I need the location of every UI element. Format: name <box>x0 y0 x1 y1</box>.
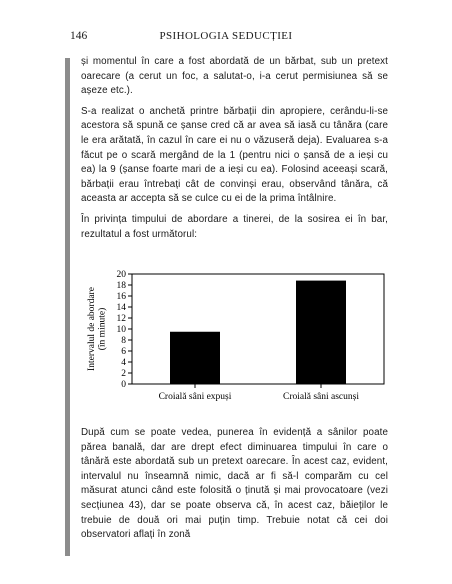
y-axis-label: Intervalul de abordare <box>87 287 97 371</box>
y-tick-label: 20 <box>116 270 126 281</box>
x-tick-label: Croială sâni ascunși <box>283 392 359 402</box>
running-header: PSIHOLOGIA SEDUCȚIEI <box>159 30 293 42</box>
y-tick-label: 8 <box>121 336 126 347</box>
y-tick-label: 4 <box>121 358 126 369</box>
y-axis-label: (în minute) <box>97 307 108 351</box>
page-number: 146 <box>70 30 88 42</box>
paragraph: După cum se poate vedea, punerea în evidență a sânilor poate părea banală, dar are drept efect diminuarea timpului în care o tânără este abordată sub un pretext oarecare. În acest caz, evident, intervalul nu înseamnă nimic, dacă ar fi să-l comparăm cu cel măsurat atunci când este folosită o ținută și mai provocatoare (vezi secțiunea 43), dar se poate observa că, în acest caz, băieților le trebuie de două ori mai puțin timp. Trebuie notat că cei doi observatori aflați în zonă <box>81 427 388 541</box>
y-tick-label: 16 <box>116 292 126 303</box>
body-text-bottom <box>81 426 388 549</box>
plot-frame <box>132 274 384 384</box>
y-tick-label: 18 <box>116 281 126 292</box>
paragraph: În privința timpului de abordare a tinerei, de la sosirea ei în bar, rezultatul a fost următorul: <box>81 213 388 240</box>
bar <box>296 281 346 384</box>
body-text-top <box>81 55 388 248</box>
x-tick-label: Croială sâni expuși <box>158 392 232 402</box>
bar-chart <box>80 266 390 411</box>
bar <box>170 332 220 384</box>
paragraph: S-a realizat o anchetă printre bărbații din apropiere, cerându-li-se acestora să spună ce șanse cred că ar avea să iasă cu tânăra (care le era arătată, în cazul în care ei nu o văzuseră deja). Evaluarea s-a făcut pe o scară mergând de la 1 (pentru nici o șansă de a ieși cu ea) la 9 (șanse foarte mari de a ieși cu ea). Folosind aceeași scară, bărbații erau întrebați cât de convinși erau, observând tânăra, că aceasta ar accepta să se culce cu ei de la prima întâlnire. <box>81 105 388 205</box>
y-tick-label: 0 <box>121 380 126 391</box>
y-tick-label: 2 <box>121 369 126 380</box>
y-tick-label: 12 <box>116 314 126 325</box>
y-tick-label: 14 <box>116 303 126 314</box>
y-tick-label: 6 <box>121 347 126 358</box>
paragraph: și momentul în care a fost abordată de un bărbat, sub un pretext oarecare (a cerut un foc, a salutat-o, i-a cerut permisiunea să se așeze etc.). <box>81 56 388 97</box>
y-tick-label: 10 <box>116 325 126 336</box>
margin-rule <box>65 58 70 556</box>
